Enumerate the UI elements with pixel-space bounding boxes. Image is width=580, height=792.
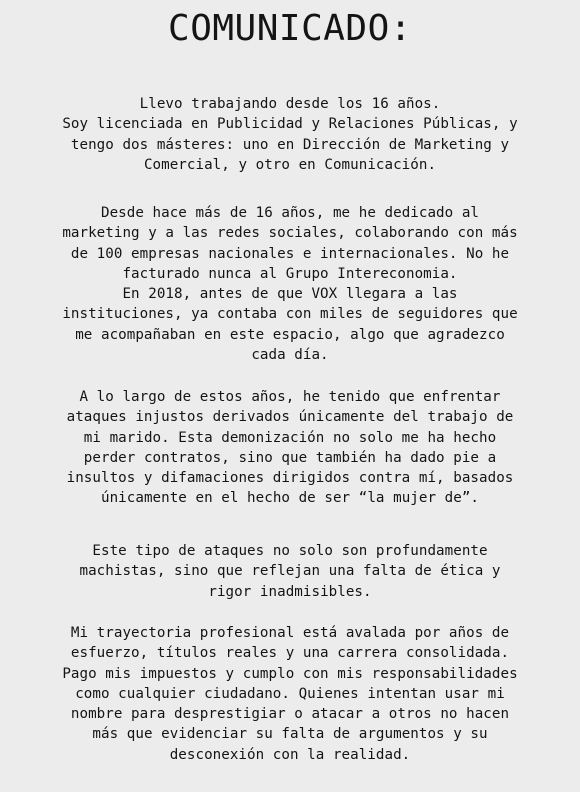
paragraph-attacks xyxy=(0,387,580,509)
text-line: machistas, sino que reflejan una falta de ética y xyxy=(79,563,501,580)
text-line: Llevo trabajando desde los 16 años. xyxy=(139,96,441,112)
text-line: únicamente en el hecho de ser “la mujer de”. xyxy=(100,490,480,507)
text-line: En 2018, antes de que VOX llegara a las xyxy=(122,286,458,303)
text-line: tengo dos másteres: uno en Dirección de Marketing y xyxy=(70,136,510,153)
text-line: esfuerzo, títulos reales y una carrera consolidada. xyxy=(70,645,510,662)
text-line: nombre para desprestigiar o atacar a otros no hacen xyxy=(70,706,510,723)
text-line: más que evidenciar su falta de argumentos y su xyxy=(92,726,488,743)
text-line: facturado nunca al Grupo Intereconomia. xyxy=(122,265,458,282)
text-line: marketing y a las redes sociales, colaborando con más xyxy=(62,225,518,242)
text-line: mi marido. Esta demonización no solo me ha hecho xyxy=(83,429,497,446)
text-line: instituciones, ya contaba con miles de seguidores que xyxy=(62,306,518,323)
text-line: rigor inadmisibles. xyxy=(208,583,372,600)
text-line: de 100 empresas nacionales e internacionales. No he xyxy=(70,245,510,262)
text-line: perder contratos, sino que también ha dado pie a xyxy=(83,449,497,466)
document-title: COMUNICADO: xyxy=(168,8,412,49)
paragraph-education xyxy=(0,94,580,175)
text-line: Este tipo de ataques no solo son profundamente xyxy=(92,543,488,559)
text-line: Comercial, y otro en Comunicación. xyxy=(143,156,437,173)
text-line: desconexión con la realidad. xyxy=(169,746,411,763)
paragraph-career xyxy=(0,203,580,365)
text-line: Desde hace más de 16 años, me he dedicado al xyxy=(100,205,480,221)
text-line: Pago mis impuestos y cumplo con mis responsabilidades xyxy=(62,665,518,682)
paragraph-conclusion xyxy=(0,623,580,765)
text-line: insultos y difamaciones dirigidos contra mí, basados xyxy=(66,470,514,487)
text-line: me acompañaban en este espacio, algo que agradezco xyxy=(75,326,505,343)
text-line: Mi trayectoria profesional está avalada por años de xyxy=(70,625,510,641)
text-line: como cualquier ciudadano. Quienes intentan usar mi xyxy=(75,685,505,702)
text-line: cada día. xyxy=(251,347,329,364)
text-line: A lo largo de estos años, he tenido que enfrentar xyxy=(79,389,501,405)
paragraph-sexism xyxy=(0,541,580,602)
text-line: Soy licenciada en Publicidad y Relaciones Públicas, y xyxy=(62,116,518,133)
text-line: ataques injustos derivados únicamente del trabajo de xyxy=(66,409,514,426)
